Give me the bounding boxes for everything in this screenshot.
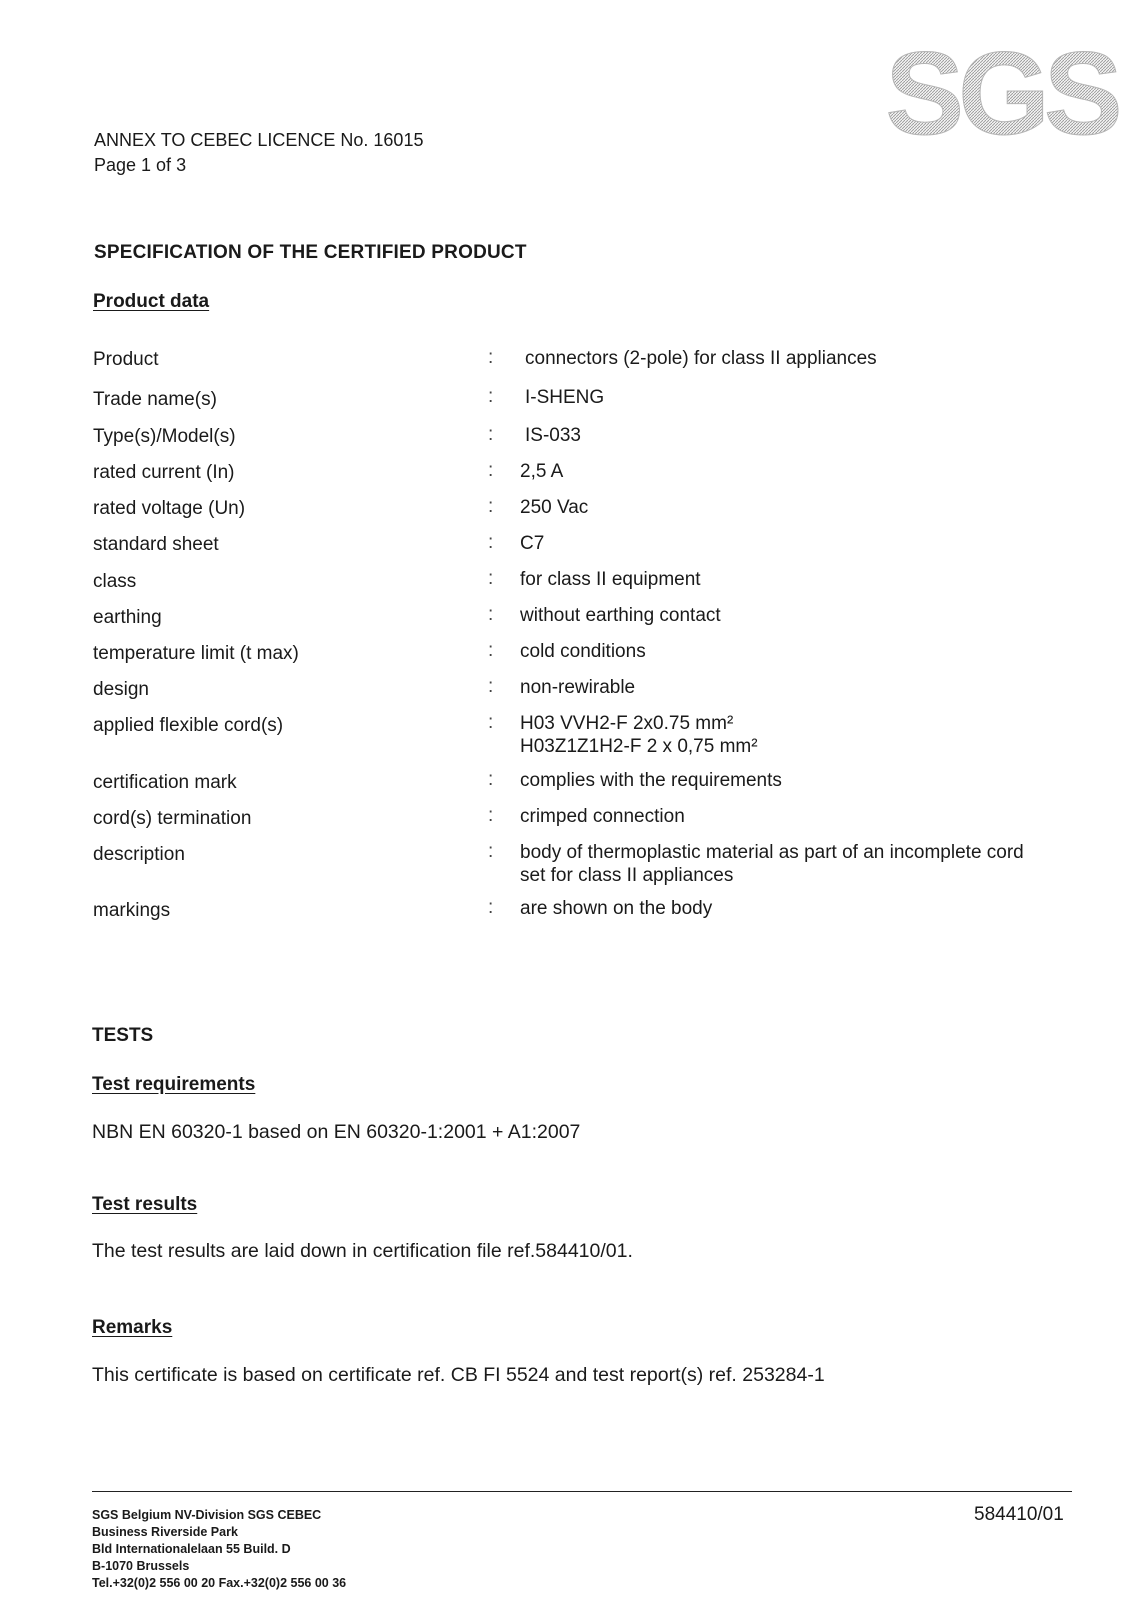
row-label-applied-flexible-cords: applied flexible cord(s) bbox=[93, 715, 284, 736]
test-results-heading: Test results bbox=[92, 1194, 198, 1215]
row-label-trade-name: Trade name(s) bbox=[93, 389, 217, 410]
remarks-heading: Remarks bbox=[92, 1317, 173, 1338]
row-value-design: non-rewirable bbox=[520, 677, 636, 698]
row-value-description-line2: set for class II appliances bbox=[520, 865, 734, 886]
row-value-trade-name: I-SHENG bbox=[525, 387, 605, 408]
row-separator: : bbox=[488, 347, 494, 368]
footer-company: SGS Belgium NV-Division SGS CEBEC bbox=[92, 1508, 322, 1522]
row-label-standard-sheet: standard sheet bbox=[93, 534, 219, 555]
row-label-temperature-limit: temperature limit (t max) bbox=[93, 643, 299, 664]
footer-street: Bld Internationalelaan 55 Build. D bbox=[92, 1542, 291, 1556]
row-value-type-model: IS-033 bbox=[525, 425, 581, 446]
footer-park: Business Riverside Park bbox=[92, 1525, 238, 1539]
row-separator: : bbox=[488, 897, 494, 918]
row-value-certification-mark: complies with the requirements bbox=[520, 770, 782, 791]
row-value-applied-flexible-cords: H03 VVH2-F 2x0.75 mm² bbox=[520, 713, 734, 734]
page-indicator: Page 1 of 3 bbox=[94, 155, 187, 175]
row-separator: : bbox=[488, 640, 494, 661]
row-value-cord-termination: crimped connection bbox=[520, 806, 685, 827]
row-separator: : bbox=[488, 712, 494, 733]
row-value-earthing: without earthing contact bbox=[520, 605, 721, 626]
row-value-standard-sheet: C7 bbox=[520, 533, 545, 554]
row-value-class: for class II equipment bbox=[520, 569, 701, 590]
row-label-design: design bbox=[93, 679, 149, 700]
row-separator: : bbox=[488, 460, 494, 481]
tests-heading: TESTS bbox=[92, 1025, 154, 1046]
row-label-rated-current: rated current (In) bbox=[93, 462, 235, 483]
row-label-class: class bbox=[93, 571, 137, 592]
annex-licence-line: ANNEX TO CEBEC LICENCE No. 16015 bbox=[94, 130, 424, 150]
test-results-text: The test results are laid down in certification file ref.584410/01. bbox=[92, 1240, 633, 1262]
row-label-earthing: earthing bbox=[93, 607, 162, 628]
row-separator: : bbox=[488, 604, 494, 625]
row-value-applied-flexible-cords-line2: H03Z1Z1H2-F 2 x 0,75 mm² bbox=[520, 736, 758, 757]
test-requirements-text: NBN EN 60320-1 based on EN 60320-1:2001 + A1:2007 bbox=[92, 1121, 581, 1143]
row-value-temperature-limit: cold conditions bbox=[520, 641, 646, 662]
row-value-rated-current: 2,5 A bbox=[520, 461, 564, 482]
remarks-text: This certificate is based on certificate ref. CB FI 5524 and test report(s) ref. 253284-1 bbox=[92, 1364, 825, 1386]
sgs-logo bbox=[885, 28, 1117, 160]
footer-address bbox=[92, 1507, 346, 1592]
row-separator: : bbox=[488, 496, 494, 517]
row-label-product: Product bbox=[93, 349, 159, 370]
row-label-description: description bbox=[93, 844, 185, 865]
row-separator: : bbox=[488, 424, 494, 445]
test-requirements-heading: Test requirements bbox=[92, 1074, 256, 1095]
row-value-product: connectors (2-pole) for class II appliances bbox=[525, 348, 877, 369]
sgs-logo-text: SGS bbox=[885, 28, 1117, 160]
row-separator: : bbox=[488, 769, 494, 790]
row-label-certification-mark: certification mark bbox=[93, 772, 237, 793]
row-label-rated-voltage: rated voltage (Un) bbox=[93, 498, 246, 519]
footer-divider bbox=[92, 1491, 1072, 1492]
footer-contact: Tel.+32(0)2 556 00 20 Fax.+32(0)2 556 00 36 bbox=[92, 1576, 347, 1590]
sgs-logo-graphic bbox=[885, 28, 1117, 160]
row-separator: : bbox=[488, 805, 494, 826]
product-data-heading: Product data bbox=[93, 291, 210, 312]
row-separator: : bbox=[488, 841, 494, 862]
row-value-description: body of thermoplastic material as part of an incomplete cord bbox=[520, 842, 1024, 863]
footer-city: B-1070 Brussels bbox=[92, 1559, 190, 1573]
row-separator: : bbox=[488, 568, 494, 589]
row-separator: : bbox=[488, 532, 494, 553]
row-label-cord-termination: cord(s) termination bbox=[93, 808, 252, 829]
row-label-markings: markings bbox=[93, 900, 171, 921]
file-reference: 584410/01 bbox=[974, 1504, 1064, 1525]
row-separator: : bbox=[488, 386, 494, 407]
row-value-rated-voltage: 250 Vac bbox=[520, 497, 589, 518]
row-value-markings: are shown on the body bbox=[520, 898, 713, 919]
document-title: SPECIFICATION OF THE CERTIFIED PRODUCT bbox=[94, 242, 527, 263]
row-label-type-model: Type(s)/Model(s) bbox=[93, 426, 236, 447]
row-separator: : bbox=[488, 676, 494, 697]
